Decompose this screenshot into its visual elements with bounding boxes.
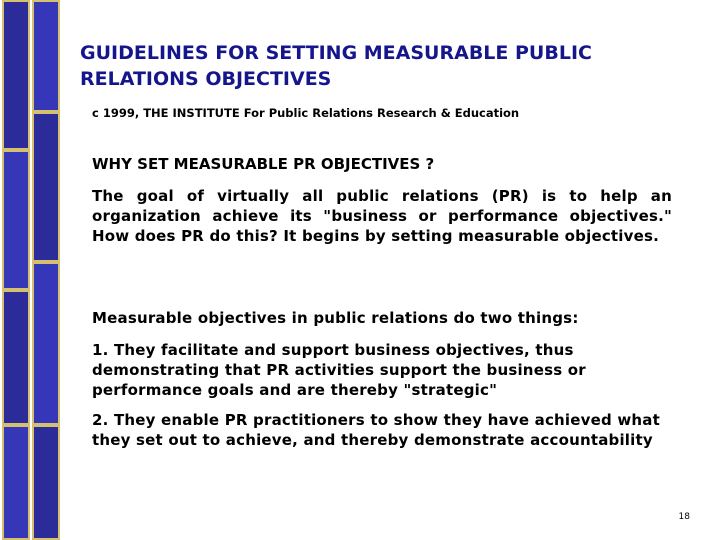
- intro-paragraph: The goal of virtually all public relations (PR) is to help an organization achieve its "business or performance objectives." How does PR do this? It begins by setting measurable objectives.: [92, 187, 672, 245]
- copyright-line: c 1999, THE INSTITUTE For Public Relations Research & Education: [92, 106, 520, 120]
- slide-title: GUIDELINES FOR SETTING MEASURABLE PUBLIC RELATIONS OBJECTIVES: [80, 42, 592, 90]
- point-two: 2. They enable PR practitioners to show they have achieved what they set out to achieve, and thereby demonstrate accountability: [92, 411, 660, 449]
- decorative-side-bars: [0, 0, 62, 540]
- objectives-lead-paragraph: Measurable objectives in public relations do two things:: [92, 309, 579, 327]
- page-number: 18: [678, 512, 690, 522]
- right-bar: [32, 0, 60, 540]
- point-one: 1. They facilitate and support business objectives, thus demonstrating that PR activities support the business or performance goals and are thereby "strategic": [92, 341, 586, 399]
- left-bar: [2, 0, 30, 540]
- section-heading: WHY SET MEASURABLE PR OBJECTIVES ?: [92, 155, 435, 173]
